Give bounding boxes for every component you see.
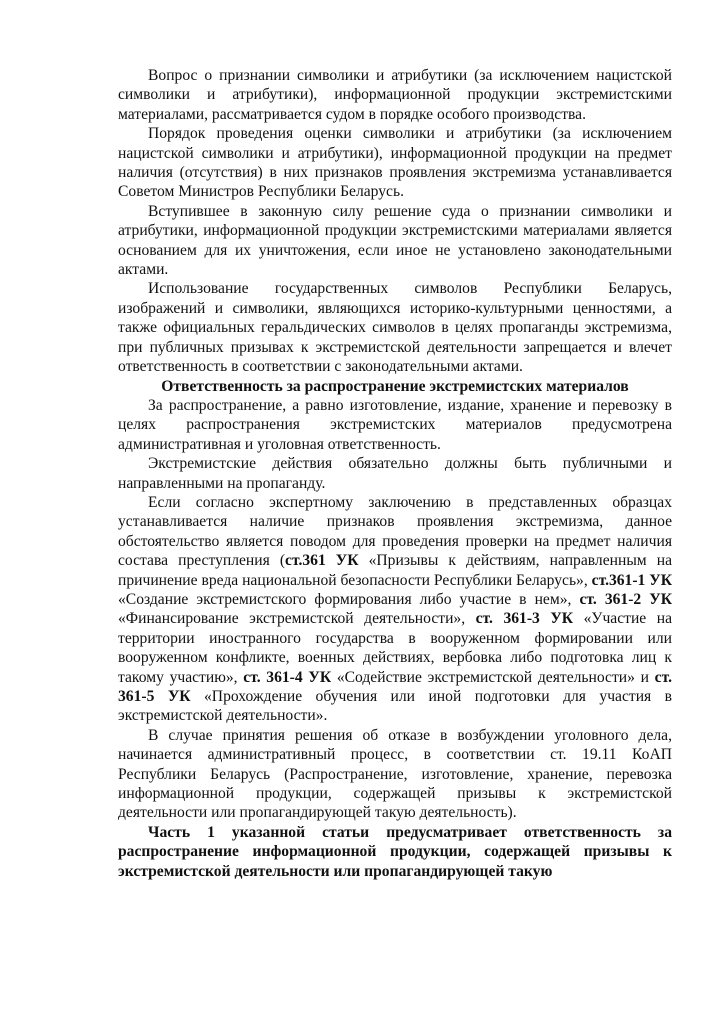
document-page — [118, 66, 672, 881]
text-segment: «Прохождение обучения или иной подготовки для участия в экстремистской деятельности». — [118, 688, 673, 725]
paragraph-destruction: Вступившее в законную силу решение суда о признании символики и атрибутики, информационной продукции экстремистскими материалами является основанием для их уничтожения, если иное не установлено законодательными актами. — [118, 202, 672, 279]
text-segment: «Создание экстремистского формирования либо участие в нем», — [118, 590, 580, 608]
text-segment: «Призывы к действиям, направленным на причинение вреда национальной безопасности Республики Беларусь», — [118, 552, 672, 589]
text-segment: «Финансирование экстремистской деятельности», — [118, 610, 476, 628]
text-segment: «Участие на территории иностранного государства в вооруженном формировании или вооруженном конфликте, военных действиях, вербовка либо подготовка лиц к такому участию», — [118, 610, 672, 686]
article-reference: ст.361 УК — [285, 552, 359, 570]
article-reference: ст. 361-2 УК — [579, 590, 672, 608]
paragraph-criminal-articles — [118, 493, 672, 726]
paragraph-public-actions: Экстремистские действия обязательно должны быть публичными и направленными на пропаганду. — [118, 455, 672, 492]
article-reference: ст. 361-3 УК — [475, 610, 574, 628]
article-reference: ст. 361-5 УК — [118, 668, 672, 705]
article-reference: ст. 361-4 УК — [243, 668, 332, 686]
text-segment: «Содействие экстремистской деятельности» и — [331, 668, 655, 686]
article-reference: ст.361-1 УК — [591, 571, 672, 589]
section-heading: Ответственность за распространение экстремистских материалов — [161, 377, 629, 395]
paragraph-state-symbols: Использование государственных символов Республики Беларусь, изображений и символики, являющихся историко-культурными ценностями, а также официальных геральдических символов в целях пропаганды экстремизма, при публичных призывах к экстремистской деятельности запрещается и влечет ответственность в соответствии с законодательными актами. — [118, 280, 672, 376]
paragraph-assessment-procedure: Порядок проведения оценки символики и атрибутики (за исключением нацистской символики и атрибутики), информационной продукции на предмет наличия (отсутствия) в них признаков проявления экстремизма устанавливается Советом Министров Республики Беларусь. — [118, 125, 672, 201]
paragraph-special-proceedings: Вопрос о признании символики и атрибутики (за исключением нацистской символики и атрибутики), информационной продукции экстремистскими материалами, рассматривается судом в порядке особого производства. — [118, 67, 672, 123]
paragraph-part-one: Часть 1 указанной статьи предусматривает ответственность за распространение информационной продукции, содержащей призывы к экстремистской деятельности или пропагандирующей такую — [118, 823, 672, 880]
text-segment: Если согласно экспертному заключению в представленных образцах устанавливается наличие признаков проявления экстремизма, данное обстоятельство является поводом для проведения проверки на предмет наличия состава преступления ( — [118, 493, 672, 570]
paragraph-administrative-process: В случае принятия решения об отказе в возбуждении уголовного дела, начинается административный процесс, в соответствии ст. 19.11 КоАП Республики Беларусь (Распространение, изготовление, хранение, перевозка информационной продукции, содержащей призывы к экстремистской деятельности или пропагандирующей такую деятельность). — [118, 726, 672, 822]
paragraph-liability: За распространение, а равно изготовление, издание, хранение и перевозку в целях распространения экстремистских материалов предусмотрена административная и уголовная ответственность. — [118, 396, 672, 453]
